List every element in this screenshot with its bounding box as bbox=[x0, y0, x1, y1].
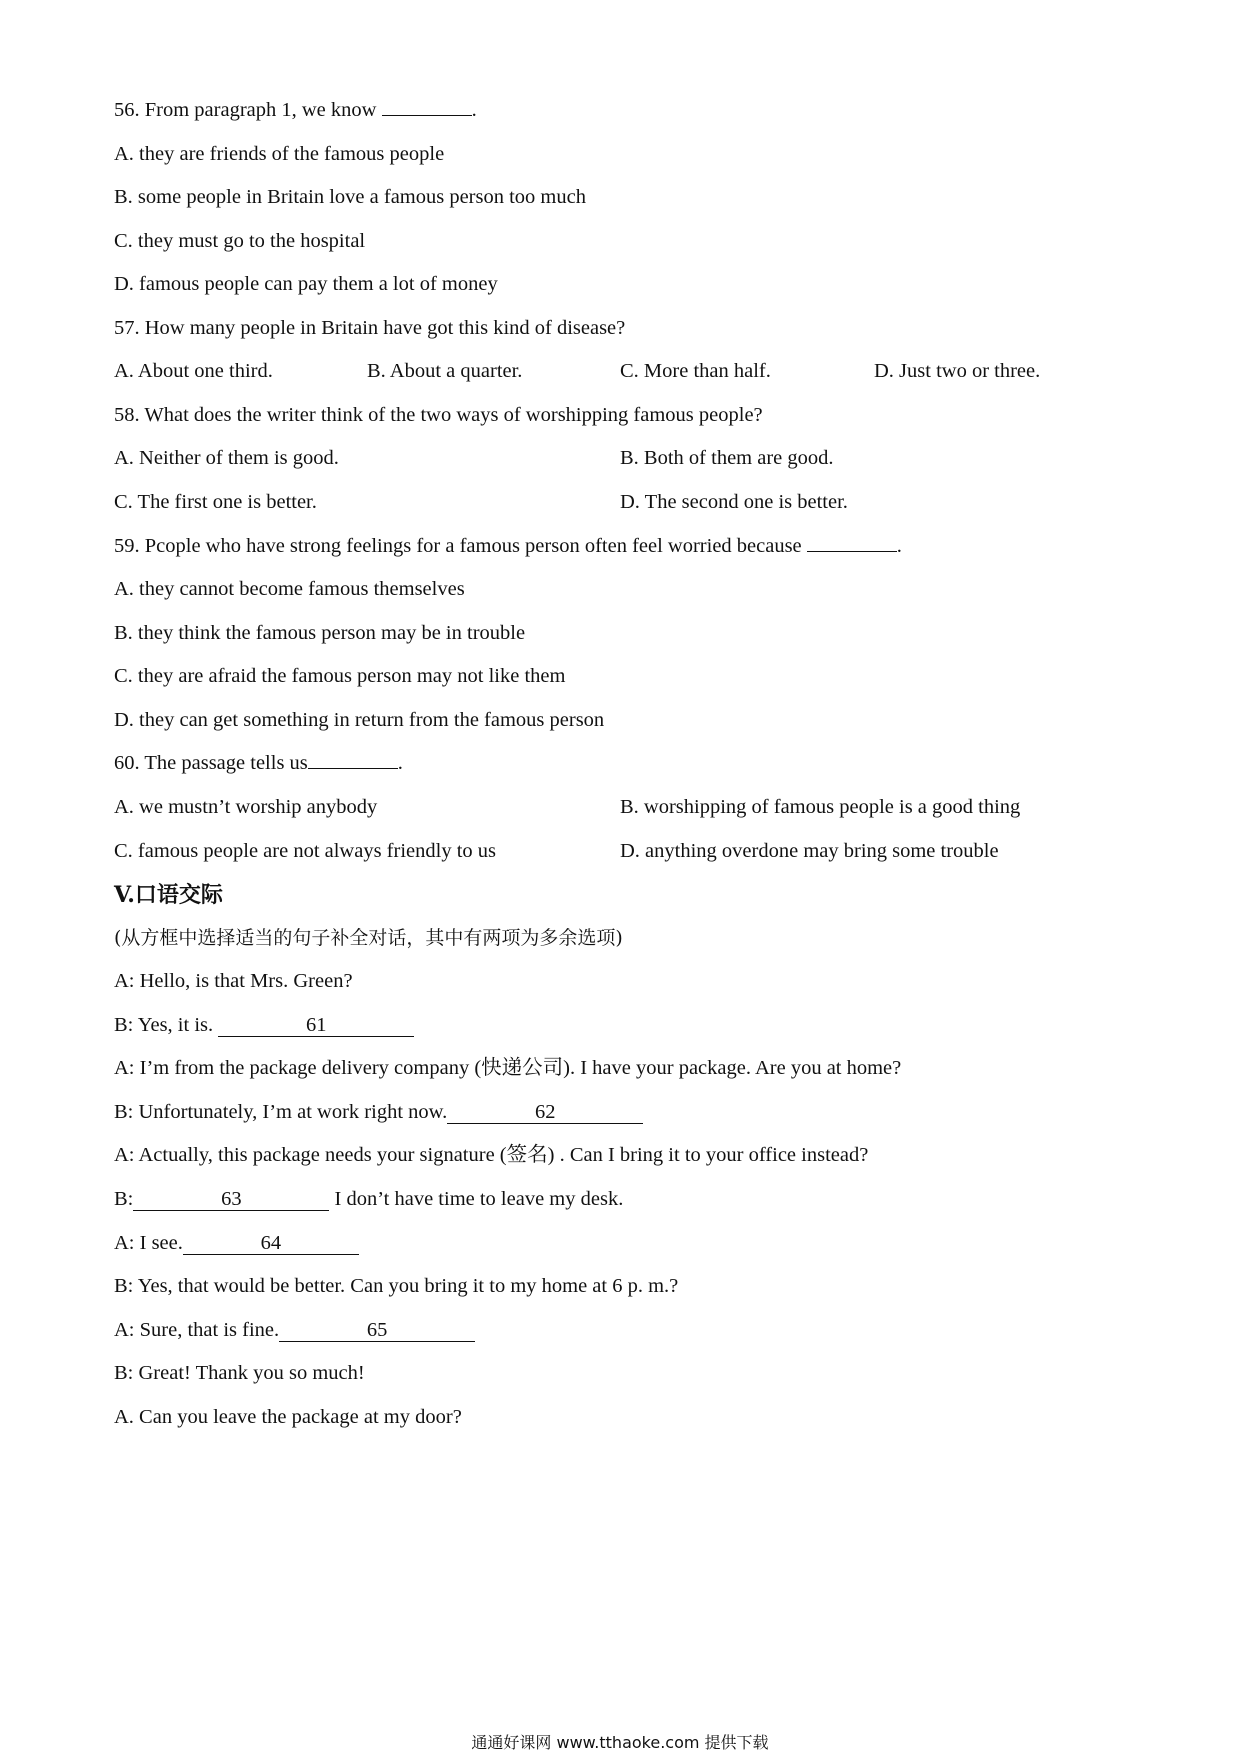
dialogue-line: A: I’m from the package delivery company (快递公司). I have your package. Are you at home? bbox=[114, 1057, 902, 1079]
option: A. Can you leave the package at my door? bbox=[114, 1406, 462, 1428]
question-56: 56. From paragraph 1, we know . bbox=[114, 99, 477, 121]
question-stem: 60. The passage tells us bbox=[114, 752, 308, 774]
answer-blank-63: 63 bbox=[133, 1188, 329, 1211]
option: C. The first one is better. bbox=[114, 491, 317, 513]
option: B. they think the famous person may be in trouble bbox=[114, 622, 526, 644]
option: A. Neither of them is good. bbox=[114, 447, 339, 469]
option: A. they cannot become famous themselves bbox=[114, 578, 465, 600]
answer-blank bbox=[382, 97, 472, 116]
page-footer: 通通好课网 www.tthaoke.com 提供下载 bbox=[471, 1733, 769, 1752]
answer-blank bbox=[308, 750, 398, 769]
section-title: V.口语交际 bbox=[114, 882, 223, 908]
option: A. they are friends of the famous people bbox=[114, 143, 445, 165]
dialogue-line: A: Hello, is that Mrs. Green? bbox=[114, 970, 353, 992]
section-instruction: (从方框中选择适当的句子补全对话，其中有两项为多余选项) bbox=[114, 927, 623, 949]
dialogue-line: B: Great! Thank you so much! bbox=[114, 1362, 365, 1384]
option: D. Just two or three. bbox=[874, 360, 1041, 382]
option: A. About one third. bbox=[114, 360, 273, 382]
dialogue-line: B: Unfortunately, I’m at work right now. 62 bbox=[114, 1098, 643, 1126]
option: C. they are afraid the famous person may not like them bbox=[114, 665, 566, 687]
answer-blank-61: 61 bbox=[218, 1014, 414, 1037]
option: D. famous people can pay them a lot of money bbox=[114, 273, 498, 295]
option: D. anything overdone may bring some trouble bbox=[620, 840, 999, 862]
answer-blank-62: 62 bbox=[447, 1101, 643, 1124]
option: D. The second one is better. bbox=[620, 491, 848, 513]
option: C. they must go to the hospital bbox=[114, 230, 366, 252]
question-58: 58. What does the writer think of the two ways of worshipping famous people? bbox=[114, 404, 763, 426]
question-stem: 56. From paragraph 1, we know bbox=[114, 99, 382, 121]
dialogue-line: A: Actually, this package needs your signature (签名) . Can I bring it to your office instead? bbox=[114, 1144, 869, 1166]
option: A. we mustn’t worship anybody bbox=[114, 796, 378, 818]
option: C. famous people are not always friendly to us bbox=[114, 840, 497, 862]
dialogue-line: B: Yes, that would be better. Can you bring it to my home at 6 p. m.? bbox=[114, 1275, 679, 1297]
dialogue-line: B: Yes, it is. 61 bbox=[114, 1011, 414, 1039]
option: B. worshipping of famous people is a good thing bbox=[620, 796, 1021, 818]
answer-blank-64: 64 bbox=[183, 1232, 359, 1255]
dialogue-line: B: 63 I don’t have time to leave my desk. bbox=[114, 1188, 624, 1210]
question-57: 57. How many people in Britain have got this kind of disease? bbox=[114, 317, 626, 339]
answer-blank-65: 65 bbox=[279, 1319, 475, 1342]
option: B. About a quarter. bbox=[367, 360, 523, 382]
dialogue-line: A: Sure, that is fine. 65 bbox=[114, 1316, 475, 1344]
option: C. More than half. bbox=[620, 360, 771, 382]
option: B. some people in Britain love a famous person too much bbox=[114, 186, 586, 208]
answer-blank bbox=[807, 533, 897, 552]
option: B. Both of them are good. bbox=[620, 447, 834, 469]
option: D. they can get something in return from the famous person bbox=[114, 709, 605, 731]
question-59: 59. Pcople who have strong feelings for a famous person often feel worried because . bbox=[114, 535, 902, 557]
question-60: 60. The passage tells us . bbox=[114, 752, 403, 774]
dialogue-line: A: I see. 64 bbox=[114, 1229, 359, 1257]
question-stem: 59. Pcople who have strong feelings for a famous person often feel worried because bbox=[114, 535, 807, 557]
